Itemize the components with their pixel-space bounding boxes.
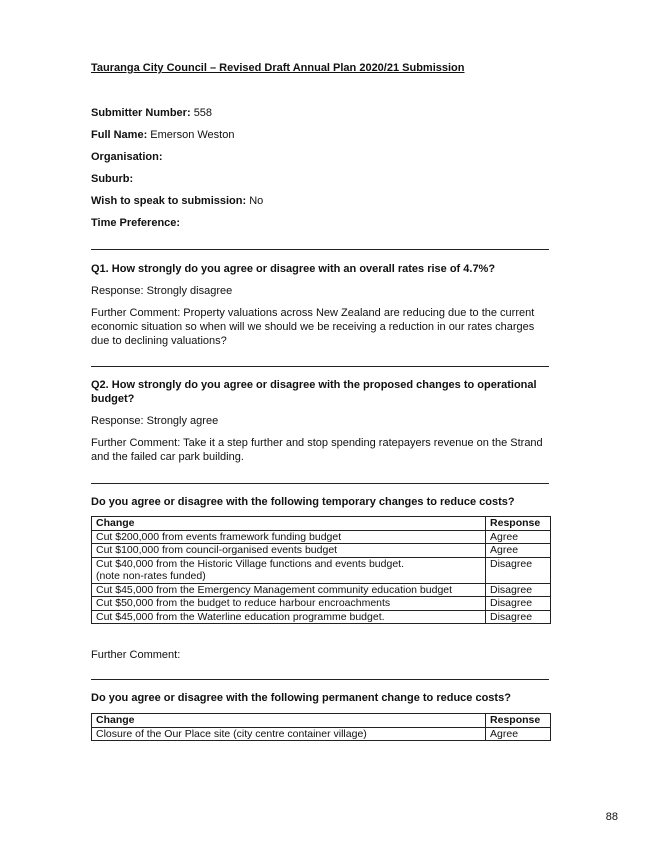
column-header-response: Response <box>486 714 551 728</box>
temporary-question: Do you agree or disagree with the following temporary changes to reduce costs? <box>91 496 515 508</box>
table-row <box>92 597 551 611</box>
change-cell: Closure of the Our Place site (city centre container village) <box>92 727 486 741</box>
submitter-number-value: 558 <box>193 107 213 119</box>
table-row <box>92 610 551 624</box>
suburb-label: Suburb: <box>91 173 134 185</box>
speak-field <box>91 195 263 207</box>
change-line: Cut $40,000 from the Historic Village functions and events budget. <box>96 557 404 570</box>
organisation-label: Organisation: <box>91 151 163 163</box>
response-cell: Agree <box>486 727 551 741</box>
submitter-number-field <box>91 107 212 119</box>
q1-comment: Further Comment: Property valuations across New Zealand are reducing due to the current economic situation so when will we should we be receiving a reduction in our rates charges due to declining valuations? <box>91 307 535 347</box>
separator-rule <box>91 483 549 484</box>
response-cell: Agree <box>486 544 551 558</box>
separator-rule <box>91 249 549 250</box>
table-row <box>92 727 551 741</box>
column-header-change: Change <box>92 714 486 728</box>
change-cell: Cut $200,000 from events framework funding budget <box>92 530 486 544</box>
change-cell: Cut $45,000 from the Waterline education programme budget. <box>92 610 486 624</box>
table-header-row <box>92 714 551 728</box>
q2-question: Q2. How strongly do you agree or disagree with the proposed changes to operational budget? <box>91 379 537 405</box>
suburb-field <box>91 173 133 185</box>
q1-response: Response: Strongly disagree <box>91 285 233 297</box>
table-row <box>92 530 551 544</box>
table-row <box>92 583 551 597</box>
temporary-changes-table <box>91 516 551 624</box>
change-cell: Cut $50,000 from the budget to reduce harbour encroachments <box>92 597 486 611</box>
separator-rule <box>91 679 549 680</box>
temporary-further-comment: Further Comment: <box>91 649 181 661</box>
time-preference-label: Time Preference: <box>91 217 181 229</box>
document-title: Tauranga City Council – Revised Draft Annual Plan 2020/21 Submission <box>91 62 465 74</box>
response-cell: Disagree <box>486 610 551 624</box>
q2-response: Response: Strongly agree <box>91 415 219 427</box>
time-preference-field <box>91 217 180 229</box>
change-cell: Cut $100,000 from council-organised events budget <box>92 544 486 558</box>
response-cell: Agree <box>486 530 551 544</box>
response-cell: Disagree <box>486 597 551 611</box>
full-name-value: Emerson Weston <box>150 129 235 141</box>
table-header-row <box>92 517 551 531</box>
permanent-question: Do you agree or disagree with the following permanent change to reduce costs? <box>91 692 511 704</box>
change-cell <box>92 557 486 583</box>
table-row <box>92 557 551 583</box>
response-cell: Disagree <box>486 583 551 597</box>
q1-question: Q1. How strongly do you agree or disagree with an overall rates rise of 4.7%? <box>91 263 496 275</box>
page-number: 88 <box>605 811 618 823</box>
permanent-change-table <box>91 713 551 741</box>
speak-value: No <box>249 195 264 207</box>
response-cell: Disagree <box>486 557 551 583</box>
column-header-change: Change <box>92 517 486 531</box>
full-name-field <box>91 129 234 141</box>
change-cell: Cut $45,000 from the Emergency Management community education budget <box>92 583 486 597</box>
table-row <box>92 544 551 558</box>
full-name-label: Full Name: <box>91 129 148 141</box>
q2-comment: Further Comment: Take it a step further and stop spending ratepayers revenue on the Strand and the failed car park building. <box>91 437 543 463</box>
separator-rule <box>91 366 549 367</box>
change-note: (note non-rates funded) <box>96 570 206 582</box>
column-header-response: Response <box>486 517 551 531</box>
speak-label: Wish to speak to submission: <box>91 195 247 207</box>
submitter-number-label: Submitter Number: <box>91 107 191 119</box>
organisation-field <box>91 151 163 163</box>
